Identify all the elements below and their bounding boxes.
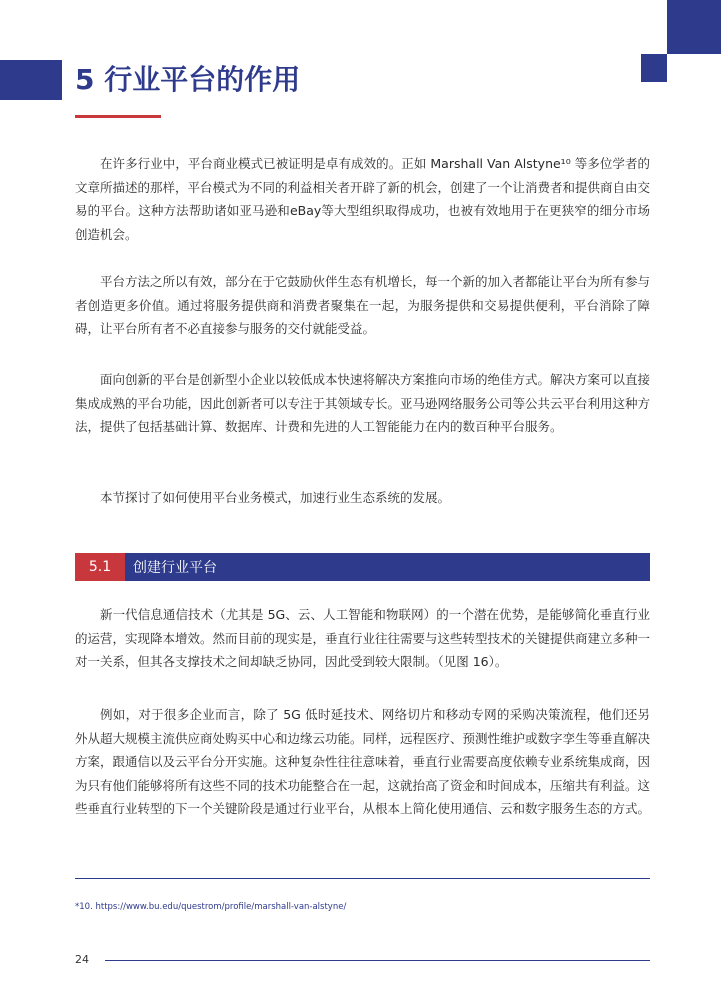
paragraph: 例如，对于很多企业而言，除了 5G 低时延技术、网络切片和移动专网的采购决策流程，他们还另外从超大规模主流供应商处购买中心和边缘云功能。同样，远程医疗、预测性维护或数字孪生等垂直解决方案，跟通信以及云平台分开实施。这种复杂性往往意味着，垂直行业需要高度依赖专业系统集成商，因为只有他们能够将所有这些不同的技术功能整合在一起，这就抬高了资金和时间成本，压缩共有利益。这些垂直行业转型的下一个关键阶段是通过行业平台，从根本上简化使用通信、云和数字服务生态的方式。 <box>75 707 651 817</box>
paragraph: 新一代信息通信技术（尤其是 5G、云、人工智能和物联网）的一个潜在优势，是能够简化垂直行业的运营，实现降本增效。然而目前的现实是，垂直行业往往需要与这些转型技术的关键提供商建立多种一对一关系，但其各支撑技术之间却缺乏协同，因此受到较大限制。（见图 16）。 <box>75 607 651 670</box>
paragraph: 本节探讨了如何使用平台业务模式，加速行业生态系统的发展。 <box>100 490 451 505</box>
section-title: 创建行业平台 <box>133 560 217 576</box>
page-number: 24 <box>75 953 89 966</box>
paragraph: 面向创新的平台是创新型小企业以较低成本快速将解决方案推向市场的绝佳方式。解决方案可以直接集成成熟的平台功能，因此创新者可以专注于其领域专长。亚马逊网络服务公司等公共云平台利用这种方法，提供了包括基础计算、数据库、计费和先进的人工智能能力在内的数百种平台服务。 <box>75 372 651 435</box>
footer-divider <box>105 960 650 961</box>
corner-block-top-right-small <box>641 54 667 82</box>
title-underline <box>75 115 161 118</box>
paragraph: 在许多行业中，平台商业模式已被证明是卓有成效的。正如 Marshall Van Alstyne¹⁰ 等多位学者的文章所描述的那样，平台模式为不同的利益相关者开辟了新的机会，创建了一个让消费者和提供商自由交易的平台。这种方法帮助诸如亚马逊和eBay等大型组织取得成功，也被有效地用于在更狭窄的细分市场创造机会。 <box>75 156 651 242</box>
paragraph: 平台方法之所以有效，部分在于它鼓励伙伴生态有机增长，每一个新的加入者都能让平台为所有参与者创造更多价值。通过将服务提供商和消费者聚集在一起，为服务提供和交易提供便利，平台消除了障碍，让平台所有者不必直接参与服务的交付就能受益。 <box>75 274 651 337</box>
corner-block-top-right <box>667 0 721 54</box>
section-number: 5.1 <box>75 553 125 581</box>
footnote-divider <box>75 878 650 879</box>
footnote: *10. https://www.bu.edu/questrom/profile/marshall-van-alstyne/ <box>75 902 347 912</box>
corner-block-left <box>0 60 62 100</box>
page-title: 5 行业平台的作用 <box>75 63 301 96</box>
section-header <box>75 553 650 581</box>
